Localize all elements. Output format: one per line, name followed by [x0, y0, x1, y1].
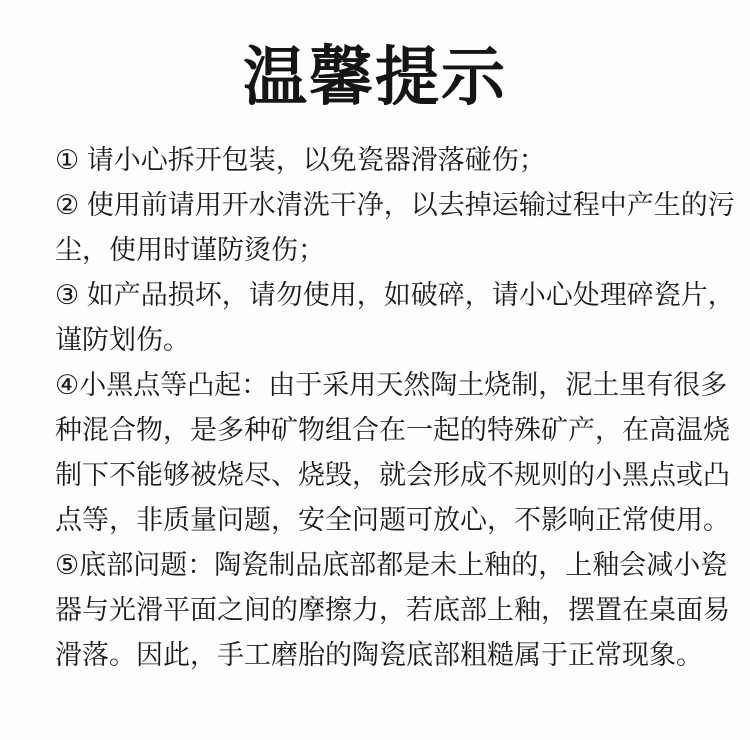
notice-line-6: ④小黑点等凸起：由于采用天然陶土烧制，泥土里有很多 [55, 370, 728, 400]
notice-line-4: ③ 如产品损坏，请勿使用，如破碎，请小心处理碎瓷片， [55, 280, 735, 310]
notice-title: 温馨提示 [243, 41, 507, 113]
notice-line-7: 种混合物，是多种矿物组合在一起的特殊矿产，在高温烧 [55, 415, 730, 445]
notice-line-12: 滑落。因此，手工磨胎的陶瓷底部粗糙属于正常现象。 [55, 640, 703, 670]
notice-line-3: 尘，使用时谨防烫伤； [55, 235, 325, 265]
notice-line-10: ⑤底部问题：陶瓷制品底部都是未上釉的，上釉会减小瓷 [55, 550, 728, 580]
notice-line-9: 点等，非质量问题，安全问题可放心，不影响正常使用。 [55, 505, 730, 535]
notice-line-1: ① 请小心拆开包装，以免瓷器滑落碰伤； [55, 145, 546, 175]
notice-line-8: 制下不能够被烧尽、烧毁，就会形成不规则的小黑点或凸 [55, 460, 730, 490]
notice-body [0, 138, 750, 678]
notice-line-2: ② 使用前请用开水清洗干净，以去掉运输过程中产生的污 [55, 190, 735, 220]
notice-line-11: 器与光滑平面之间的摩擦力，若底部上釉，摆置在桌面易 [55, 595, 730, 625]
notice-line-5: 谨防划伤。 [55, 325, 190, 355]
